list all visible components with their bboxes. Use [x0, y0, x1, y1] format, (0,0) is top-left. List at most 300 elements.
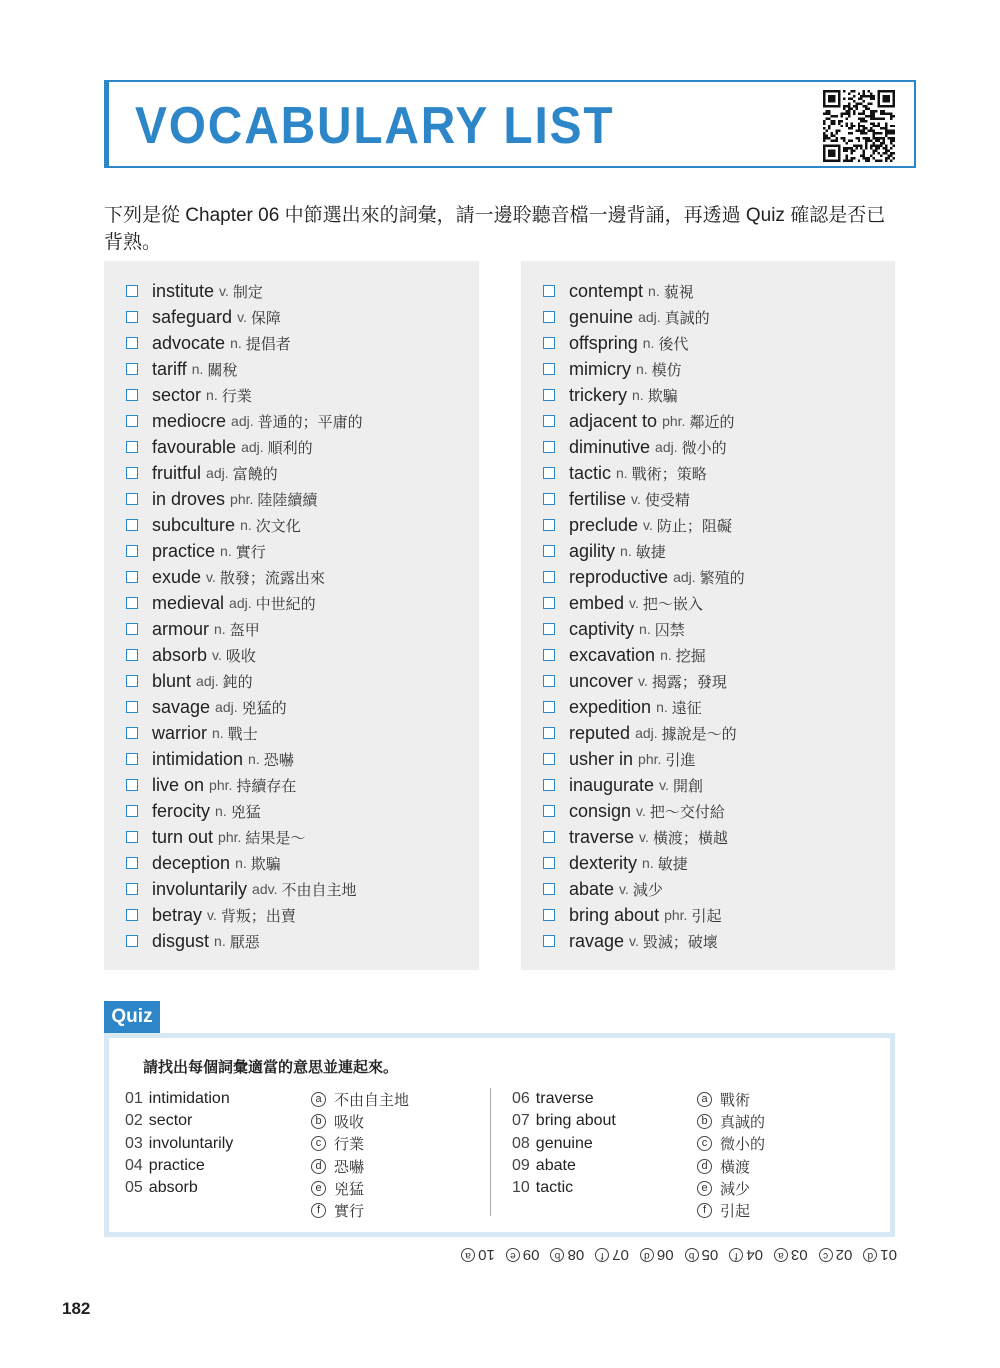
- vocab-item: [126, 278, 363, 304]
- vocab-pos: phr.: [230, 491, 254, 507]
- qr-module: [853, 105, 855, 107]
- checkbox[interactable]: [543, 623, 555, 635]
- qr-module: [885, 130, 887, 132]
- checkbox[interactable]: [543, 389, 555, 401]
- vocab-meaning: 戰術；策略: [631, 465, 707, 483]
- quiz-word-number: 01: [125, 1090, 143, 1108]
- qr-module: [890, 142, 892, 144]
- qr-module: [885, 132, 887, 134]
- qr-module: [835, 160, 837, 162]
- checkbox[interactable]: [126, 415, 138, 427]
- option-letter-circle: c: [697, 1136, 712, 1151]
- vocab-item: [543, 928, 745, 954]
- vocab-word: live on: [152, 774, 205, 795]
- checkbox[interactable]: [543, 831, 555, 843]
- qr-module: [853, 110, 855, 112]
- vocab-item: [126, 330, 363, 356]
- vocab-pos: n.: [642, 855, 654, 871]
- qr-module: [848, 160, 850, 162]
- qr-module: [893, 157, 895, 159]
- qr-module: [843, 147, 845, 149]
- qr-module: [888, 157, 890, 159]
- qr-module: [893, 140, 895, 142]
- vocab-meaning: 結果是～: [245, 829, 306, 847]
- checkbox[interactable]: [126, 311, 138, 323]
- option-letter-circle: a: [697, 1092, 712, 1107]
- qr-module: [828, 117, 830, 119]
- checkbox[interactable]: [543, 493, 555, 505]
- quiz-option-text: 吸收: [334, 1113, 365, 1131]
- qr-module: [875, 150, 877, 152]
- checkbox[interactable]: [126, 909, 138, 921]
- vocab-word: turn out: [152, 826, 214, 847]
- answer-number: 07: [612, 1246, 629, 1264]
- vocab-meaning: 把～交付給: [649, 803, 725, 821]
- vocab-item: [543, 382, 745, 408]
- answer-number: 10: [478, 1246, 495, 1264]
- checkbox[interactable]: [543, 883, 555, 895]
- vocab-word: fruitful: [152, 462, 202, 483]
- answer-number: 04: [746, 1246, 763, 1264]
- qr-module: [825, 135, 827, 137]
- qr-module: [848, 102, 850, 104]
- qr-module: [878, 145, 880, 147]
- qr-module: [830, 155, 832, 157]
- vocab-meaning: 揭露；發現: [651, 673, 727, 691]
- checkbox[interactable]: [543, 909, 555, 921]
- vocab-pos: v.: [219, 283, 229, 299]
- qr-code-icon[interactable]: [823, 90, 895, 162]
- vocab-pos: v.: [639, 829, 649, 845]
- checkbox[interactable]: [126, 363, 138, 375]
- checkbox[interactable]: [126, 675, 138, 687]
- checkbox[interactable]: [543, 441, 555, 453]
- qr-module: [838, 92, 840, 94]
- checkbox[interactable]: [126, 935, 138, 947]
- checkbox[interactable]: [543, 701, 555, 713]
- qr-module: [860, 125, 862, 127]
- qr-module: [858, 145, 860, 147]
- quiz-word-number: 08: [512, 1134, 530, 1152]
- qr-module: [838, 122, 840, 124]
- checkbox[interactable]: [543, 467, 555, 479]
- checkbox[interactable]: [126, 519, 138, 531]
- qr-module: [860, 132, 862, 134]
- qr-module: [865, 95, 867, 97]
- checkbox[interactable]: [543, 519, 555, 531]
- qr-module: [835, 115, 837, 117]
- qr-module: [888, 112, 890, 114]
- vocab-item: [126, 356, 363, 382]
- vocab-word: mediocre: [152, 410, 227, 431]
- vocab-pos: phr.: [662, 413, 686, 429]
- vocab-word: deception: [152, 852, 231, 873]
- option-letter-circle: e: [697, 1181, 712, 1196]
- checkbox[interactable]: [126, 571, 138, 583]
- quiz-option-text: 行業: [334, 1136, 365, 1154]
- checkbox[interactable]: [126, 805, 138, 817]
- checkbox[interactable]: [543, 857, 555, 869]
- qr-module: [860, 147, 862, 149]
- vocab-word: safeguard: [152, 306, 233, 327]
- vocab-item: [543, 330, 745, 356]
- qr-module: [888, 105, 890, 107]
- qr-module: [883, 147, 885, 149]
- qr-module: [833, 122, 835, 124]
- vocab-pos: n.: [214, 933, 226, 949]
- checkbox[interactable]: [543, 935, 555, 947]
- vocab-pos: adj.: [231, 413, 254, 429]
- qr-module: [855, 107, 857, 109]
- qr-module: [873, 132, 875, 134]
- qr-module: [885, 122, 887, 124]
- vocab-item: [126, 746, 363, 772]
- qr-module: [893, 115, 895, 117]
- vocab-meaning: 制定: [232, 283, 263, 301]
- vocab-item: [543, 876, 745, 902]
- vocab-meaning: 欺騙: [250, 855, 281, 873]
- qr-module: [868, 140, 870, 142]
- vocab-pos: n.: [648, 283, 660, 299]
- checkbox[interactable]: [543, 597, 555, 609]
- qr-module: [833, 135, 835, 137]
- answer-number: 05: [701, 1246, 719, 1264]
- vocab-pos: v.: [629, 933, 639, 949]
- page-number: 182: [62, 1299, 91, 1318]
- option-letter-circle: d: [697, 1159, 712, 1174]
- quiz-option-text: 微小的: [720, 1136, 766, 1154]
- quiz-option-text: 真誠的: [720, 1113, 766, 1131]
- answer-number: 06: [656, 1246, 674, 1264]
- qr-module: [880, 112, 882, 114]
- qr-module: [888, 97, 890, 99]
- vocab-word: expedition: [569, 696, 652, 717]
- checkbox[interactable]: [126, 857, 138, 869]
- checkbox[interactable]: [126, 649, 138, 661]
- vocab-pos: n.: [248, 751, 260, 767]
- qr-module: [853, 90, 855, 92]
- vocab-meaning: 模仿: [651, 361, 682, 379]
- qr-module: [880, 90, 882, 92]
- qr-module: [833, 145, 835, 147]
- qr-module: [885, 135, 887, 137]
- checkbox[interactable]: [543, 415, 555, 427]
- qr-module: [870, 130, 872, 132]
- vocab-pos: adj.: [635, 725, 658, 741]
- qr-module: [865, 115, 867, 117]
- checkbox[interactable]: [126, 285, 138, 297]
- checkbox[interactable]: [126, 883, 138, 895]
- vocab-pos: n.: [220, 543, 232, 559]
- qr-module: [823, 132, 825, 134]
- quiz-option-text: 兇猛: [334, 1180, 365, 1198]
- qr-module: [893, 145, 895, 147]
- qr-module: [875, 110, 877, 112]
- quiz-option-item: [697, 1133, 765, 1155]
- vocab-meaning: 順利的: [267, 439, 313, 457]
- qr-module: [828, 127, 830, 129]
- qr-module: [843, 90, 845, 92]
- checkbox[interactable]: [126, 493, 138, 505]
- qr-module: [893, 95, 895, 97]
- qr-module: [823, 90, 825, 92]
- quiz-word: practice: [148, 1157, 205, 1175]
- checkbox[interactable]: [126, 727, 138, 739]
- qr-module: [878, 117, 880, 119]
- checkbox[interactable]: [543, 363, 555, 375]
- qr-module: [833, 120, 835, 122]
- vocab-pos: adj.: [638, 309, 661, 325]
- qr-module: [875, 132, 877, 134]
- qr-module: [828, 137, 830, 139]
- answer-number: 01: [880, 1246, 897, 1264]
- qr-module: [890, 115, 892, 117]
- vocab-item: [543, 486, 745, 512]
- qr-module: [850, 160, 852, 162]
- vocab-word: practice: [152, 540, 216, 561]
- vocab-pos: adj.: [196, 673, 219, 689]
- checkbox[interactable]: [126, 753, 138, 765]
- answer-number: 08: [567, 1246, 585, 1264]
- vocab-word: trickery: [569, 384, 627, 405]
- qr-module: [873, 115, 875, 117]
- vocab-word: consign: [569, 800, 632, 821]
- quiz-word: sector: [148, 1112, 193, 1130]
- qr-module: [888, 95, 890, 97]
- vocab-item: [126, 304, 363, 330]
- vocab-meaning: 中世紀的: [255, 595, 316, 613]
- qr-module: [880, 117, 882, 119]
- checkbox[interactable]: [543, 571, 555, 583]
- checkbox[interactable]: [126, 779, 138, 791]
- checkbox[interactable]: [543, 753, 555, 765]
- qr-module: [870, 122, 872, 124]
- qr-module: [823, 102, 825, 104]
- qr-module: [878, 92, 880, 94]
- qr-module: [823, 105, 825, 107]
- qr-module: [848, 97, 850, 99]
- qr-module: [845, 142, 847, 144]
- vocab-meaning: 減少: [632, 881, 663, 899]
- quiz-word: abate: [535, 1157, 576, 1175]
- qr-module: [860, 145, 862, 147]
- qr-module: [863, 155, 865, 157]
- quiz-word-number: 05: [125, 1179, 143, 1197]
- qr-module: [838, 97, 840, 99]
- qr-module: [843, 137, 845, 139]
- vocab-meaning: 恐嚇: [263, 751, 294, 769]
- vocab-item: [126, 512, 363, 538]
- qr-module: [863, 127, 865, 129]
- checkbox[interactable]: [126, 467, 138, 479]
- qr-module: [823, 152, 825, 154]
- quiz-options-left: [311, 1088, 409, 1222]
- qr-module: [830, 150, 832, 152]
- qr-module: [848, 115, 850, 117]
- qr-module: [833, 160, 835, 162]
- vocab-meaning: 持續存在: [236, 777, 297, 795]
- checkbox[interactable]: [543, 311, 555, 323]
- qr-module: [870, 92, 872, 94]
- quiz-option-item: [697, 1199, 765, 1221]
- checkbox[interactable]: [543, 337, 555, 349]
- vocab-word: offspring: [569, 332, 638, 353]
- checkbox[interactable]: [126, 831, 138, 843]
- qr-module: [838, 100, 840, 102]
- qr-module: [893, 92, 895, 94]
- qr-module: [855, 137, 857, 139]
- checkbox[interactable]: [126, 545, 138, 557]
- qr-module: [870, 110, 872, 112]
- checkbox[interactable]: [126, 389, 138, 401]
- checkbox[interactable]: [543, 649, 555, 661]
- vocab-meaning: 提倡者: [245, 335, 291, 353]
- vocab-meaning: 兇猛的: [241, 699, 287, 717]
- vocab-item: [126, 850, 363, 876]
- vocab-meaning: 戰士: [227, 725, 258, 743]
- qr-module: [858, 122, 860, 124]
- qr-module: [880, 127, 882, 129]
- quiz-word-item: [512, 1177, 616, 1199]
- qr-module: [883, 117, 885, 119]
- qr-module: [890, 160, 892, 162]
- qr-module: [870, 112, 872, 114]
- qr-module: [850, 150, 852, 152]
- qr-module: [865, 145, 867, 147]
- vocab-panel-left: [104, 261, 479, 970]
- vocab-meaning: 橫渡；橫越: [652, 829, 728, 847]
- qr-module: [880, 145, 882, 147]
- qr-module: [833, 115, 835, 117]
- qr-module: [883, 105, 885, 107]
- qr-module: [863, 112, 865, 114]
- qr-module: [865, 105, 867, 107]
- qr-module: [833, 97, 835, 99]
- qr-module: [863, 100, 865, 102]
- qr-module: [870, 95, 872, 97]
- quiz-word-number: 10: [512, 1179, 530, 1197]
- qr-module: [883, 127, 885, 129]
- checkbox[interactable]: [126, 337, 138, 349]
- vocab-meaning: 把～嵌入: [642, 595, 703, 613]
- quiz-word-item: [125, 1110, 233, 1132]
- vocab-meaning: 鈍的: [222, 673, 253, 691]
- checkbox[interactable]: [543, 675, 555, 687]
- vocab-item: [543, 434, 745, 460]
- qr-module: [838, 145, 840, 147]
- vocab-word: usher in: [569, 748, 634, 769]
- qr-module: [858, 125, 860, 127]
- answer-letter-circle: b: [685, 1248, 699, 1262]
- qr-module: [878, 102, 880, 104]
- qr-module: [833, 100, 835, 102]
- vocab-item: [543, 408, 745, 434]
- qr-module: [873, 130, 875, 132]
- quiz-word-item: [512, 1088, 616, 1110]
- vocab-meaning: 囚禁: [654, 621, 685, 639]
- qr-module: [883, 142, 885, 144]
- qr-module: [828, 100, 830, 102]
- quiz-option-text: 恐嚇: [334, 1158, 365, 1176]
- vocab-pos: v.: [636, 803, 646, 819]
- vocab-meaning: 普通的；平庸的: [257, 413, 363, 431]
- checkbox[interactable]: [126, 597, 138, 609]
- answer-letter-circle: b: [551, 1248, 565, 1262]
- vocab-pos: adj.: [655, 439, 678, 455]
- qr-module: [823, 92, 825, 94]
- vocab-meaning: 據說是～的: [661, 725, 737, 743]
- qr-module: [848, 112, 850, 114]
- vocab-item: [543, 304, 745, 330]
- qr-module: [875, 125, 877, 127]
- quiz-option-item: [311, 1110, 409, 1132]
- vocab-word: bring about: [569, 904, 660, 925]
- vocab-meaning: 實行: [235, 543, 266, 561]
- vocab-word: captivity: [569, 618, 635, 639]
- qr-module: [843, 160, 845, 162]
- vocab-meaning: 挖掘: [675, 647, 706, 665]
- qr-module: [875, 145, 877, 147]
- qr-module: [840, 120, 842, 122]
- qr-module: [823, 112, 825, 114]
- qr-module: [890, 130, 892, 132]
- qr-module: [883, 90, 885, 92]
- checkbox[interactable]: [126, 701, 138, 713]
- checkbox[interactable]: [543, 805, 555, 817]
- vocab-pos: n.: [620, 543, 632, 559]
- answer-letter-circle: d: [863, 1248, 877, 1262]
- vocab-word: excavation: [569, 644, 656, 665]
- checkbox[interactable]: [543, 727, 555, 739]
- qr-module: [865, 140, 867, 142]
- vocab-word: ravage: [569, 930, 625, 951]
- vocab-meaning: 藐視: [663, 283, 694, 301]
- option-letter-circle: c: [311, 1136, 326, 1151]
- vocab-word: inaugurate: [569, 774, 655, 795]
- vocab-meaning: 散發；流露出來: [219, 569, 325, 587]
- qr-module: [878, 140, 880, 142]
- checkbox[interactable]: [126, 623, 138, 635]
- checkbox[interactable]: [126, 441, 138, 453]
- quiz-option-item: [311, 1177, 409, 1199]
- qr-module: [848, 92, 850, 94]
- qr-module: [863, 125, 865, 127]
- qr-module: [838, 95, 840, 97]
- quiz-word: intimidation: [148, 1090, 230, 1108]
- qr-module: [893, 125, 895, 127]
- qr-module: [880, 155, 882, 157]
- vocab-pos: n.: [240, 517, 252, 533]
- vocab-word: sector: [152, 384, 202, 405]
- vocab-item: [126, 616, 363, 642]
- checkbox[interactable]: [543, 285, 555, 297]
- vocab-item: [126, 460, 363, 486]
- qr-module: [848, 110, 850, 112]
- vocab-pos: v.: [206, 569, 216, 585]
- checkbox[interactable]: [543, 545, 555, 557]
- qr-module: [893, 90, 895, 92]
- qr-module: [860, 130, 862, 132]
- vocab-pos: adj.: [673, 569, 696, 585]
- qr-module: [825, 90, 827, 92]
- quiz-word-number: 06: [512, 1090, 530, 1108]
- qr-module: [830, 100, 832, 102]
- vocab-pos: n.: [632, 387, 644, 403]
- quiz-divider: [490, 1088, 491, 1216]
- quiz-inner: [109, 1038, 890, 1232]
- checkbox[interactable]: [543, 779, 555, 791]
- answer-number: 03: [790, 1246, 808, 1264]
